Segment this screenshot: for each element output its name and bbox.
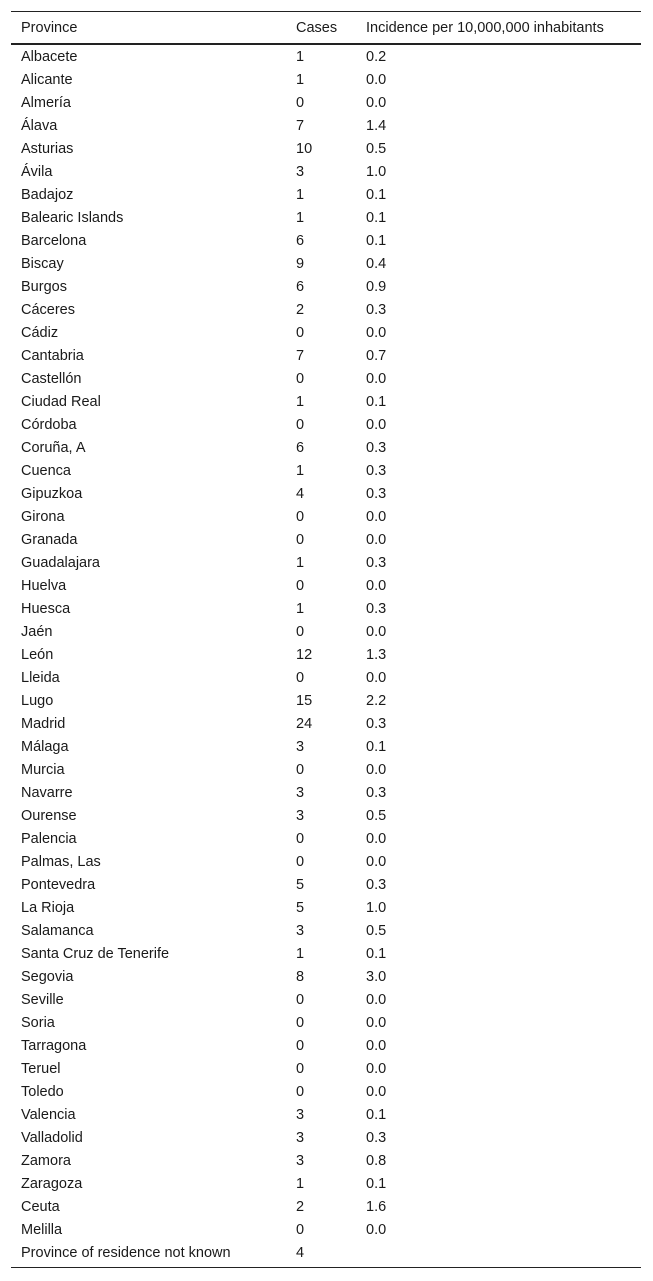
cell-cases: 0 — [296, 831, 305, 847]
cell-cases: 0 — [296, 509, 305, 525]
table-row — [11, 690, 641, 713]
cell-province: Toledo — [21, 1084, 64, 1100]
cell-province: Guadalajara — [21, 555, 100, 571]
cell-cases: 0 — [296, 417, 305, 433]
table-row — [11, 1196, 641, 1219]
cell-province: Melilla — [21, 1222, 63, 1238]
cell-incidence: 0.4 — [366, 256, 387, 272]
cell-incidence: 0.3 — [366, 555, 387, 571]
cell-province: Soria — [21, 1015, 55, 1031]
table-row — [11, 989, 641, 1012]
cell-incidence: 0.7 — [366, 348, 387, 364]
table-row — [11, 667, 641, 690]
cell-cases: 2 — [296, 302, 305, 318]
table-row — [11, 483, 641, 506]
cell-cases: 7 — [296, 348, 305, 364]
cell-incidence: 0.3 — [366, 302, 387, 318]
column-header-incidence: Incidence per 10,000,000 inhabitants — [356, 12, 641, 45]
cell-incidence: 0.0 — [366, 1038, 387, 1054]
cell-cases: 8 — [296, 969, 305, 985]
cell-incidence: 0.2 — [366, 49, 387, 65]
cell-incidence: 0.1 — [366, 210, 387, 226]
table-row — [11, 184, 641, 207]
cell-province: Lleida — [21, 670, 60, 686]
cell-province: Granada — [21, 532, 78, 548]
cell-incidence: 0.0 — [366, 72, 387, 88]
cell-province: Girona — [21, 509, 65, 525]
table-bottom-rule — [11, 1267, 641, 1268]
table-row — [11, 1173, 641, 1196]
cell-cases: 1 — [296, 463, 305, 479]
cell-province: Valladolid — [21, 1130, 83, 1146]
cell-incidence: 0.0 — [366, 762, 387, 778]
cell-cases: 0 — [296, 854, 305, 870]
cell-cases: 3 — [296, 739, 305, 755]
cell-cases: 0 — [296, 624, 305, 640]
cell-cases: 15 — [296, 693, 313, 709]
cell-incidence: 0.1 — [366, 394, 387, 410]
table-row — [11, 460, 641, 483]
cell-incidence: 0.1 — [366, 739, 387, 755]
cell-province: Palencia — [21, 831, 77, 847]
table-row — [11, 920, 641, 943]
cell-province: Cádiz — [21, 325, 59, 341]
cell-incidence: 0.0 — [366, 831, 387, 847]
cell-incidence: 0.0 — [366, 1084, 387, 1100]
cell-incidence: 1.0 — [366, 900, 387, 916]
table-row — [11, 161, 641, 184]
table-row — [11, 874, 641, 897]
cell-cases: 6 — [296, 279, 305, 295]
table-row — [11, 1150, 641, 1173]
cell-province: Lugo — [21, 693, 54, 709]
cell-cases: 3 — [296, 1153, 305, 1169]
cell-incidence: 0.3 — [366, 486, 387, 502]
cell-province: Ourense — [21, 808, 77, 824]
cell-incidence: 3.0 — [366, 969, 387, 985]
cell-cases: 0 — [296, 371, 305, 387]
table-row — [11, 713, 641, 736]
table-row — [11, 437, 641, 460]
table-header — [11, 12, 641, 45]
cell-cases: 2 — [296, 1199, 305, 1215]
cell-province: Navarre — [21, 785, 73, 801]
cell-cases: 4 — [296, 486, 305, 502]
table-row — [11, 644, 641, 667]
cell-province: Barcelona — [21, 233, 87, 249]
cell-cases: 1 — [296, 187, 305, 203]
cell-cases: 6 — [296, 233, 305, 249]
table-row — [11, 322, 641, 345]
table-row — [11, 506, 641, 529]
cell-province: Álava — [21, 118, 58, 134]
cell-province: Palmas, Las — [21, 854, 101, 870]
cell-cases: 0 — [296, 532, 305, 548]
cell-province: Zaragoza — [21, 1176, 83, 1192]
table-row — [11, 1058, 641, 1081]
table-row — [11, 966, 641, 989]
table-row — [11, 115, 641, 138]
table-row — [11, 368, 641, 391]
table-row — [11, 1242, 641, 1265]
cell-province: Seville — [21, 992, 64, 1008]
cell-incidence: 0.1 — [366, 233, 387, 249]
cell-cases: 10 — [296, 141, 313, 157]
cell-incidence: 0.0 — [366, 532, 387, 548]
table-row — [11, 1104, 641, 1127]
cell-province: Huesca — [21, 601, 71, 617]
cell-cases: 24 — [296, 716, 313, 732]
cell-incidence: 1.0 — [366, 164, 387, 180]
header-row — [11, 12, 641, 45]
cell-province: Badajoz — [21, 187, 74, 203]
cell-cases: 0 — [296, 1015, 305, 1031]
table-row — [11, 529, 641, 552]
cell-cases: 0 — [296, 992, 305, 1008]
cell-incidence: 0.3 — [366, 440, 387, 456]
table-row — [11, 759, 641, 782]
cell-cases: 0 — [296, 1038, 305, 1054]
column-header-cases: Cases — [286, 12, 356, 45]
cell-incidence: 0.1 — [366, 946, 387, 962]
cell-incidence: 0.3 — [366, 877, 387, 893]
cell-cases: 6 — [296, 440, 305, 456]
cell-incidence: 0.1 — [366, 187, 387, 203]
table-row — [11, 345, 641, 368]
table-row — [11, 230, 641, 253]
cell-province: Pontevedra — [21, 877, 96, 893]
cell-cases: 1 — [296, 210, 305, 226]
table-row — [11, 621, 641, 644]
cell-incidence: 0.0 — [366, 417, 387, 433]
cell-province: Málaga — [21, 739, 69, 755]
table-row — [11, 207, 641, 230]
cell-province: Ceuta — [21, 1199, 60, 1215]
cell-province: Province of residence not known — [21, 1245, 231, 1261]
cell-incidence — [356, 1242, 641, 1265]
table-row — [11, 1081, 641, 1104]
column-header-province: Province — [11, 12, 286, 45]
cell-province: Alicante — [21, 72, 73, 88]
cell-cases: 0 — [296, 95, 305, 111]
cell-incidence: 1.4 — [366, 118, 387, 134]
cell-cases: 1 — [296, 394, 305, 410]
cell-incidence: 0.5 — [366, 141, 387, 157]
cell-incidence: 1.6 — [366, 1199, 387, 1215]
cell-incidence: 2.2 — [366, 693, 387, 709]
cell-province: Almería — [21, 95, 71, 111]
table-row — [11, 414, 641, 437]
cell-province: Albacete — [21, 49, 78, 65]
cell-cases: 0 — [296, 762, 305, 778]
table-row — [11, 92, 641, 115]
table-row — [11, 1219, 641, 1242]
table-row — [11, 253, 641, 276]
cell-incidence: 0.3 — [366, 601, 387, 617]
cell-cases: 1 — [296, 555, 305, 571]
cell-province: Murcia — [21, 762, 65, 778]
table-row — [11, 782, 641, 805]
table-row — [11, 897, 641, 920]
cell-province: Ciudad Real — [21, 394, 101, 410]
cell-cases: 4 — [296, 1245, 305, 1261]
cell-cases: 12 — [296, 647, 313, 663]
cell-incidence: 0.3 — [366, 463, 387, 479]
cell-cases: 3 — [296, 808, 305, 824]
cell-cases: 1 — [296, 946, 305, 962]
cell-incidence: 0.1 — [366, 1176, 387, 1192]
cell-province: Biscay — [21, 256, 64, 272]
cell-province: Segovia — [21, 969, 74, 985]
cell-province: Teruel — [21, 1061, 61, 1077]
cell-incidence: 0.0 — [366, 1015, 387, 1031]
cell-province: Valencia — [21, 1107, 76, 1123]
cell-incidence: 0.0 — [366, 95, 387, 111]
cell-province: Santa Cruz de Tenerife — [21, 946, 170, 962]
cell-province: Coruña, A — [21, 440, 86, 456]
table-row — [11, 299, 641, 322]
cell-province: Zamora — [21, 1153, 71, 1169]
cell-incidence: 0.0 — [366, 670, 387, 686]
cell-incidence: 0.8 — [366, 1153, 387, 1169]
cell-province: Tarragona — [21, 1038, 87, 1054]
table-row — [11, 69, 641, 92]
cell-cases: 3 — [296, 1107, 305, 1123]
cell-incidence: 0.0 — [366, 854, 387, 870]
cell-incidence: 0.3 — [366, 1130, 387, 1146]
data-table-container — [11, 11, 641, 1268]
cell-province: Asturias — [21, 141, 74, 157]
cell-incidence: 0.0 — [366, 578, 387, 594]
cell-incidence: 1.3 — [366, 647, 387, 663]
cell-province: León — [21, 647, 54, 663]
cell-cases: 0 — [296, 1084, 305, 1100]
cell-incidence: 0.0 — [366, 371, 387, 387]
cell-incidence: 0.0 — [366, 325, 387, 341]
table-row — [11, 1127, 641, 1150]
cell-province: Castellón — [21, 371, 82, 387]
cell-province: Jaén — [21, 624, 53, 640]
cell-province: Madrid — [21, 716, 66, 732]
table-row — [11, 851, 641, 874]
cell-cases: 0 — [296, 1222, 305, 1238]
cell-province: Córdoba — [21, 417, 77, 433]
cell-incidence: 0.9 — [366, 279, 387, 295]
province-cases-table — [11, 11, 641, 1265]
cell-province: La Rioja — [21, 900, 75, 916]
table-row — [11, 736, 641, 759]
cell-cases: 5 — [296, 877, 305, 893]
table-row — [11, 44, 641, 69]
table-row — [11, 828, 641, 851]
cell-cases: 0 — [296, 578, 305, 594]
table-row — [11, 391, 641, 414]
cell-incidence: 0.5 — [366, 808, 387, 824]
cell-cases: 5 — [296, 900, 305, 916]
cell-cases: 3 — [296, 164, 305, 180]
cell-incidence: 0.0 — [366, 1222, 387, 1238]
cell-cases: 9 — [296, 256, 305, 272]
cell-cases: 1 — [296, 1176, 305, 1192]
table-row — [11, 805, 641, 828]
cell-cases: 0 — [296, 670, 305, 686]
cell-incidence: 0.1 — [366, 1107, 387, 1123]
cell-cases: 3 — [296, 923, 305, 939]
table-row — [11, 1035, 641, 1058]
cell-province: Balearic Islands — [21, 210, 124, 226]
cell-province: Cantabria — [21, 348, 84, 364]
cell-incidence: 0.5 — [366, 923, 387, 939]
table-body — [11, 44, 641, 1265]
cell-incidence: 0.0 — [366, 624, 387, 640]
cell-cases: 0 — [296, 325, 305, 341]
cell-incidence: 0.3 — [366, 716, 387, 732]
cell-province: Cáceres — [21, 302, 75, 318]
cell-incidence: 0.0 — [366, 992, 387, 1008]
table-row — [11, 552, 641, 575]
cell-province: Cuenca — [21, 463, 71, 479]
cell-cases: 7 — [296, 118, 305, 134]
cell-province: Burgos — [21, 279, 67, 295]
cell-cases: 3 — [296, 1130, 305, 1146]
cell-cases: 1 — [296, 601, 305, 617]
cell-cases: 3 — [296, 785, 305, 801]
table-row — [11, 943, 641, 966]
table-row — [11, 276, 641, 299]
cell-incidence: 0.3 — [366, 785, 387, 801]
cell-cases: 1 — [296, 72, 305, 88]
cell-province: Huelva — [21, 578, 67, 594]
table-row — [11, 598, 641, 621]
cell-incidence: 0.0 — [366, 1061, 387, 1077]
cell-cases: 0 — [296, 1061, 305, 1077]
table-row — [11, 575, 641, 598]
cell-province: Gipuzkoa — [21, 486, 83, 502]
cell-incidence: 0.0 — [366, 509, 387, 525]
cell-province: Salamanca — [21, 923, 94, 939]
cell-cases: 1 — [296, 49, 305, 65]
table-row — [11, 138, 641, 161]
cell-province: Ávila — [21, 164, 53, 180]
table-row — [11, 1012, 641, 1035]
